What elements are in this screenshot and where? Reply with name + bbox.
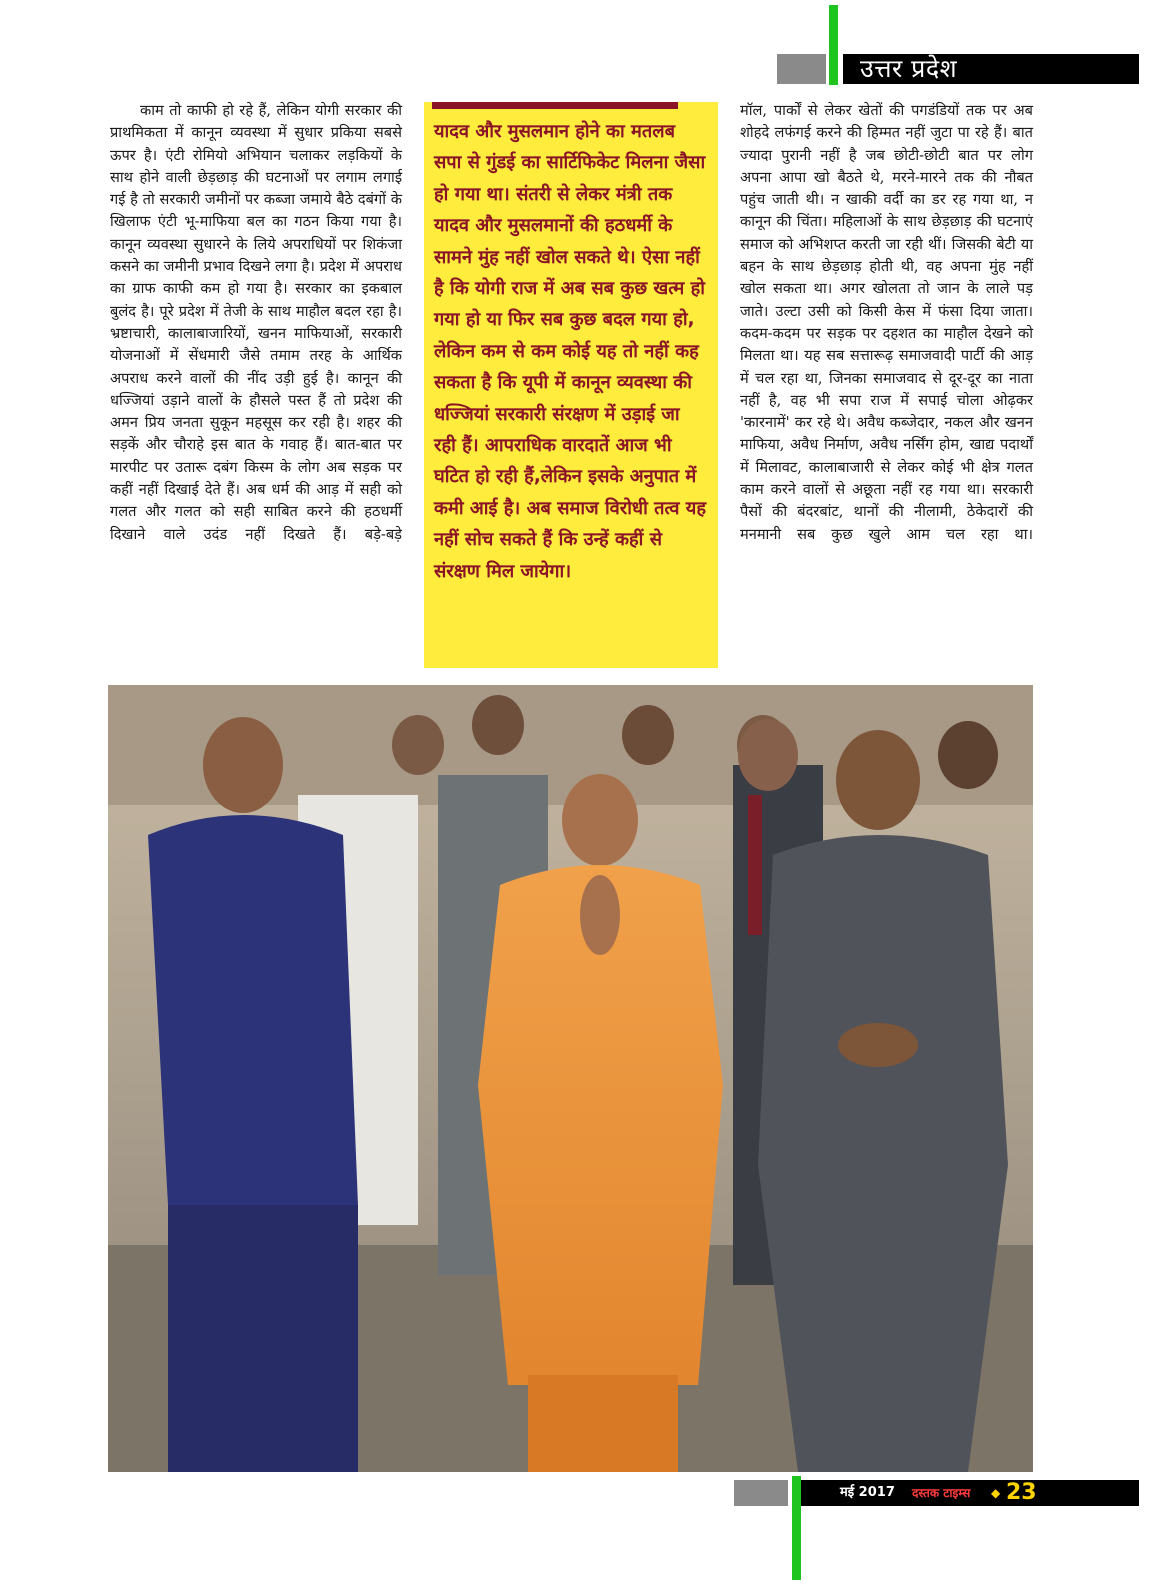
header-gray-block bbox=[777, 54, 826, 84]
top-green-accent-bar bbox=[829, 5, 838, 85]
footer-date: मई 2017 bbox=[840, 1485, 895, 1500]
photo-illustration bbox=[108, 685, 1033, 1472]
left-column-paragraph: काम तो काफी हो रहे हैं, लेकिन योगी सरकार की प्राथमिकता में कानून व्यवस्था में सुधार प्रकिया सबसे ऊपर है। एंटी रोमियो अभियान चलाकर लड़कियों के साथ होने वाली छेड़छाड़ की घटनाओं पर लगाम लगाई गई है तो सरकारी जमीनों पर कब्जा जमाये बैठे दबंगों के खिलाफ एंटी भू-माफिया बल का गठन किया गया है। कानून व्यवस्था सुधारने के लिये अपराधियों पर शिकंजा कसने का जमीनी प्रभाव दिखने लगा है। प्रदेश में अपराध का ग्राफ काफी कम हो गया है। सरकार का इकबाल बुलंद है। पूरे प्रदेश में तेजी के साथ माहौल बदल रहा है। भ्रष्टाचारी, कालाबाजारियों, खनन माफियाओं, सरकारी योजनाओं में सेंधमारी जैसे तमाम तरह के आर्थिक अपराध करने वालों की नींद उड़ी हुई है। कानून की धज्जियां उड़ाने वालों के हौसले पस्त हैं तो प्रदेश की अमन प्रिय जनता सुकून महसूस कर रही है। शहर की सड़कें और चौराहे इस बात के गवाह हैं। बात-बात पर मारपीट पर उतारू दबंग किस्म के लोग अब सड़क पर कहीं नहीं दिखाई देते हैं। अब धर्म की आड़ में सही को गलत और गलत को सही साबित करने की हठधर्मी दिखाने वाले उदंड नहीं दिखते हैं। बड़े-बड़े bbox=[110, 102, 402, 543]
right-column-paragraph: मॉल, पार्कों से लेकर खेतों की पगडंडियों तक पर अब शोहदे लफंगई करने की हिम्मत नहीं जुटा पा रहे हैं। बात ज्यादा पुरानी नहीं है जब छोटी-छोटी बात पर लोग अपना आपा खो बैठते थे, मरने-मारने तक की नौबत पहुंच जाती थी। न खाकी वर्दी का डर रह गया था, न कानून की चिंता। महिलाओं के साथ छेड़छाड़ की घटनाएं समाज को अभिशप्त करती जा रही थीं। जिसकी बेटी या बहन के साथ छेड़छाड़ होती थी, वह अपना मुंह नहीं खोल सकता था। अगर खोलता तो जान के लाले पड़ जाते। उल्टा उसी को किसी केस में फंसा दिया जाता। कदम-कदम पर सड़क पर दहशत का माहौल देखने को मिलता था। यह सब सत्तारूढ़ समाजवादी पार्टी की आड़ में चल रहा था, जिनका समाजवाद से दूर-दूर का नाता नहीं है, वह भी सपा राज में सपाई चोला ओढ़कर 'कारनामें' कर रहे थे। अवैध कब्जेदार, नकल और खनन माफिया, अवैध निर्माण, अवैध नर्सिंग होम, खाद्य पदार्थों में मिलावट, कालाबाजारी से लेकर कोई भी क्षेत्र गलत काम करने वालों से अछूता नहीं रह गया था। सरकारी पैसों की बंदरबांट, थानों की नीलामी, ठेकेदारों की मनमानी सब कुछ खुले आम चल रहा था। bbox=[740, 102, 1033, 543]
article-photo bbox=[108, 685, 1033, 1472]
footer-magazine-logo: दस्तक टाइम्स bbox=[912, 1486, 971, 1500]
left-text-column bbox=[110, 100, 402, 546]
right-text-column bbox=[740, 100, 1033, 546]
footer-bullet: ◆ bbox=[991, 1486, 1001, 1500]
bottom-green-accent-bar bbox=[792, 1476, 801, 1580]
pull-quote-text: यादव और मुसलमान होने का मतलब सपा से गुंडई का सार्टिफिकेट मिलना जैसा हो गया था। संतरी से लेकर मंत्री तक यादव और मुसलमानों की हठधर्मी के सामने मुंह नहीं खोल सकते थे। ऐसा नहीं है कि योगी राज में अब सब कुछ खत्म हो गया हो या फिर सब कुछ बदल गया हो, लेकिन कम से कम कोई यह तो नहीं कह सकता है कि यूपी में कानून व्यवस्था की धज्जियां सरकारी संरक्षण में उड़ाई जा रही हैं। आपराधिक वारदातें आज भी घटित हो रही हैं,लेकिन इसके अनुपात में कमी आई है। अब समाज विरोधी तत्व यह नहीं सोच सकते हैं कि उन्हें कहीं से संरक्षण मिल जायेगा। bbox=[434, 121, 706, 582]
pull-quote-top-rule bbox=[432, 102, 678, 109]
person-left-blue-shirt bbox=[148, 717, 358, 1472]
footer-gray-block bbox=[734, 1480, 788, 1506]
section-title: उत्तर प्रदेश bbox=[860, 54, 958, 83]
page-number: 23 bbox=[1006, 1480, 1037, 1505]
